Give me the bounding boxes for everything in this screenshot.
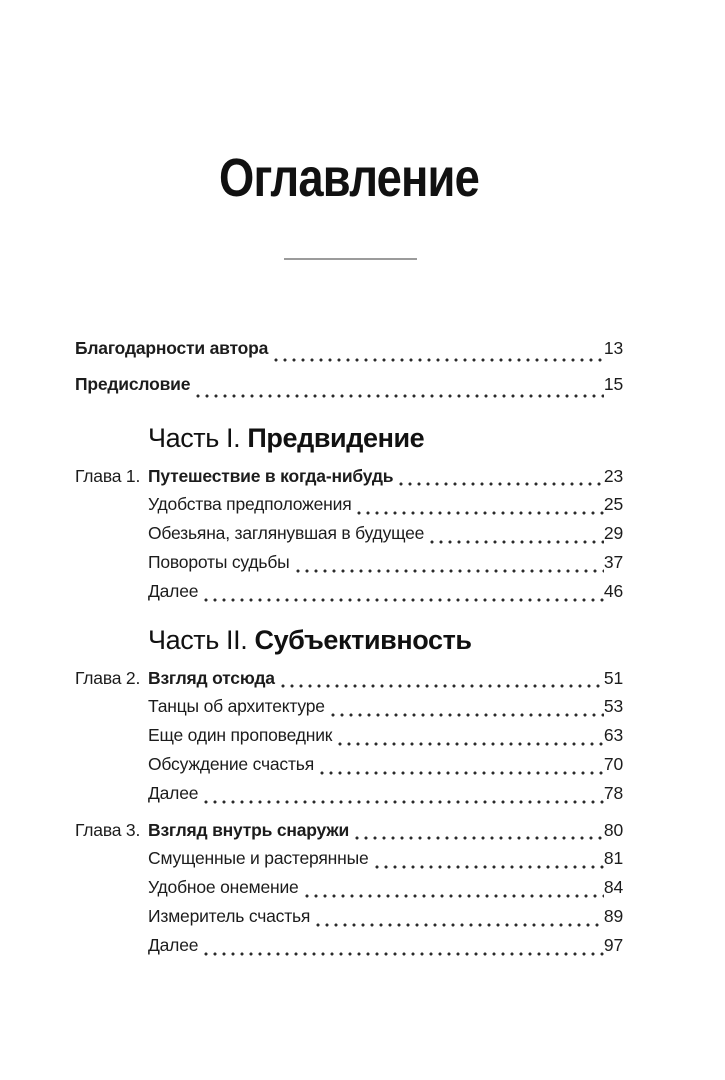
- section-title: Смущенные и растерянные: [148, 848, 369, 868]
- toc-entry-section: [75, 692, 623, 721]
- dot-leader: [204, 952, 604, 956]
- toc-entry-section: [75, 750, 623, 779]
- section-title: Далее: [148, 581, 199, 601]
- dot-leader: [375, 865, 604, 869]
- toc-entry-section: [75, 721, 623, 750]
- dot-leader: [320, 771, 604, 775]
- entry-page-number: 15: [603, 374, 623, 394]
- dot-leader: [316, 923, 604, 927]
- chapter-label: Глава 1.: [75, 466, 141, 486]
- section-title: Измеритель счастья: [148, 906, 311, 926]
- entry-page-number: 29: [603, 523, 623, 543]
- entry-page-number: 53: [603, 696, 623, 716]
- toc-entry-chapter-2: [75, 664, 623, 692]
- section-title: Далее: [148, 935, 199, 955]
- part-label: Часть II.: [148, 625, 248, 655]
- toc-entry-chapter-1: [75, 462, 623, 490]
- part-label: Часть I.: [148, 423, 241, 453]
- dot-leader: [399, 482, 604, 486]
- entry-page-number: 63: [603, 725, 623, 745]
- chapter-title: Путешествие в когда-нибудь: [148, 466, 394, 486]
- section-title: Еще один проповедник: [148, 725, 333, 745]
- entry-page-number: 70: [603, 754, 623, 774]
- chapter-title: Взгляд отсюда: [148, 668, 275, 688]
- toc-entry-acknowledgements: [75, 330, 623, 366]
- section-title: Обсуждение счастья: [148, 754, 314, 774]
- toc-entry-chapter-3: [75, 816, 623, 844]
- entry-page-number: 37: [603, 552, 623, 572]
- dot-leader: [355, 836, 604, 840]
- part-title: Предвидение: [247, 423, 425, 453]
- dot-leader: [196, 394, 604, 398]
- entry-page-number: 25: [603, 494, 623, 514]
- entry-page-number: 78: [603, 783, 623, 803]
- part-title: Субъективность: [254, 625, 472, 655]
- section-title: Удобное онемение: [148, 877, 299, 897]
- section-title: Танцы об архитектуре: [148, 696, 325, 716]
- dot-leader: [296, 569, 604, 573]
- entry-page-number: 97: [603, 935, 623, 955]
- toc-entry-section: [75, 519, 623, 548]
- dot-leader: [204, 800, 604, 804]
- dot-leader: [281, 684, 604, 688]
- entry-page-number: 46: [603, 581, 623, 601]
- dot-leader: [338, 742, 604, 746]
- dot-leader: [204, 598, 604, 602]
- toc-entry-section: [75, 873, 623, 902]
- toc-entry-section: [75, 902, 623, 931]
- title-divider: [284, 258, 417, 260]
- toc-entry-preface: [75, 366, 623, 402]
- toc-entry-section: [75, 931, 623, 960]
- dot-leader: [274, 358, 604, 362]
- entry-page-number: 89: [603, 906, 623, 926]
- chapter-label: Глава 3.: [75, 820, 141, 840]
- section-title: Далее: [148, 783, 199, 803]
- dot-leader: [305, 894, 604, 898]
- chapter-label: Глава 2.: [75, 668, 141, 688]
- dot-leader: [331, 713, 604, 717]
- entry-label: Благодарности автора: [75, 338, 269, 358]
- toc-entry-section: [75, 779, 623, 808]
- dot-leader: [430, 540, 604, 544]
- toc-entry-section: [75, 490, 623, 519]
- entry-page-number: 51: [603, 668, 623, 688]
- entry-page-number: 80: [603, 820, 623, 840]
- entry-label: Предисловие: [75, 374, 191, 394]
- entry-page-number: 81: [603, 848, 623, 868]
- entry-page-number: 13: [603, 338, 623, 358]
- section-title: Обезьяна, заглянувшая в будущее: [148, 523, 425, 543]
- page-title: Оглавление: [219, 148, 479, 208]
- dot-leader: [357, 511, 603, 515]
- section-title: Удобства предположения: [148, 494, 352, 514]
- toc-entry-section: [75, 844, 623, 873]
- table-of-contents: [75, 330, 623, 960]
- entry-page-number: 84: [603, 877, 623, 897]
- chapter-title: Взгляд внутрь снаружи: [148, 820, 350, 840]
- section-title: Повороты судьбы: [148, 552, 290, 572]
- part-heading: [75, 624, 623, 656]
- toc-entry-section: [75, 577, 623, 606]
- part-heading: [75, 422, 623, 454]
- entry-page-number: 23: [603, 466, 623, 486]
- toc-entry-section: [75, 548, 623, 577]
